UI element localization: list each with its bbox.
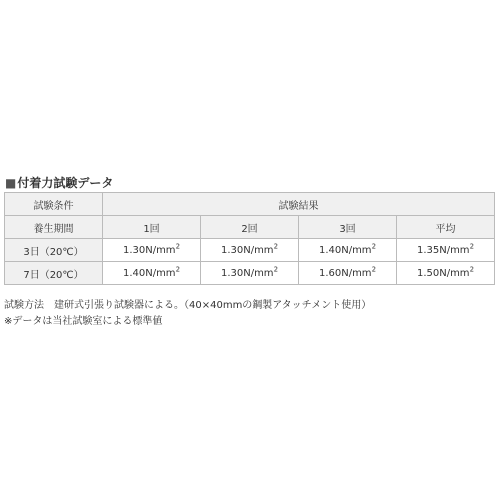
table-row [5,262,495,285]
table-cell: $1.30N/mm^2$ [201,262,299,285]
header-test-results: 試験結果 [103,193,495,216]
section-title [5,174,113,191]
header-average: 平均 [397,216,495,239]
table-cell: $1.30N/mm^2$ [201,239,299,262]
table-row [5,239,495,262]
table-cell: $1.60N/mm^2$ [299,262,397,285]
section-title-text: 付着力試験データ [17,176,114,190]
table-cell: $1.35N/mm^2$ [397,239,495,262]
table-cell: $1.50N/mm^2$ [397,262,495,285]
row-period: 7日（20℃） [5,262,103,285]
data-source-note: ※データは当社試験室による標準値 [4,316,163,327]
test-method-note: 試験方法 建研式引張り試験器による。（40×40mmの鋼製アタッチメント使用） [4,300,372,311]
header-test-condition: 試験条件 [5,193,103,216]
header-trial-1: 1回 [103,216,201,239]
table-header-row-1 [5,193,495,216]
table-cell: $1.40N/mm^2$ [299,239,397,262]
row-period: 3日（20℃） [5,239,103,262]
table-cell: $1.40N/mm^2$ [103,262,201,285]
adhesion-test-table [4,192,495,285]
header-trial-3: 3回 [299,216,397,239]
square-bullet-icon: ■ [5,176,17,190]
table-header-row-2 [5,216,495,239]
header-trial-2: 2回 [201,216,299,239]
table-cell: $1.30N/mm^2$ [103,239,201,262]
header-cure-period: 養生期間 [5,216,103,239]
